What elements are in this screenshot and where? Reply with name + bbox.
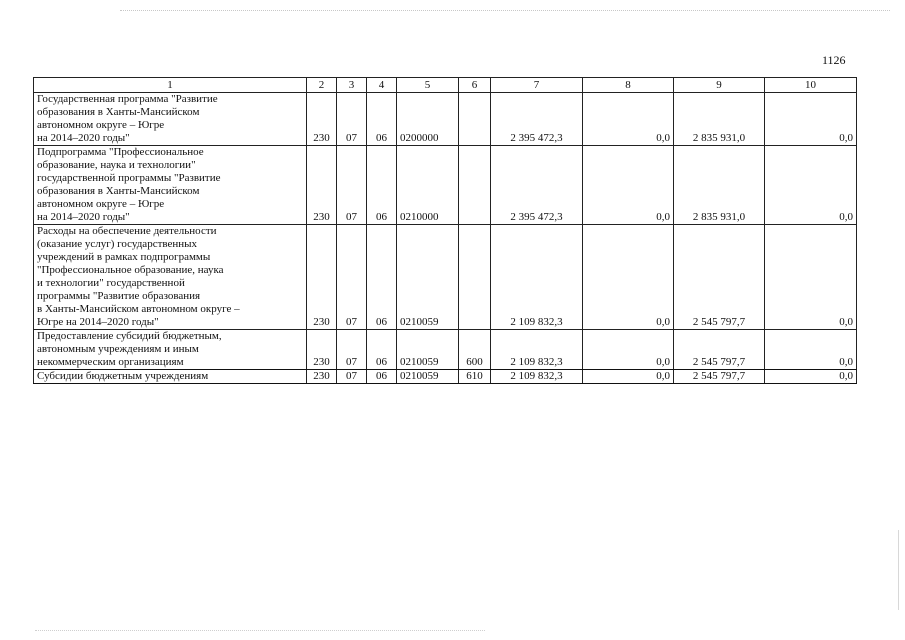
amount-cell: 2 835 931,0 [674, 93, 765, 146]
col-header: 6 [459, 78, 491, 93]
table-row [34, 330, 857, 370]
col-header: 3 [337, 78, 367, 93]
code-cell: 0210000 [397, 146, 459, 225]
col-header: 8 [583, 78, 674, 93]
code-cell: 07 [337, 146, 367, 225]
amount-cell: 2 395 472,3 [491, 146, 583, 225]
table-row [34, 225, 857, 330]
code-cell: 06 [367, 225, 397, 330]
amount-cell: 0,0 [583, 330, 674, 370]
page-number: 1126 [822, 53, 846, 67]
amount-cell: 0,0 [765, 146, 857, 225]
amount-cell: 2 109 832,3 [491, 330, 583, 370]
code-cell: 230 [307, 93, 337, 146]
col-header: 9 [674, 78, 765, 93]
amount-cell: 2 109 832,3 [491, 225, 583, 330]
code-cell: 230 [307, 370, 337, 384]
code-cell: 0210059 [397, 330, 459, 370]
code-cell: 06 [367, 93, 397, 146]
code-cell: 600 [459, 330, 491, 370]
amount-cell: 2 545 797,7 [674, 225, 765, 330]
row-name-cell: Государственная программа "Развитие образования в Ханты-Мансийском автономном округе – Югре на 2014–2020 годы" [34, 93, 307, 146]
code-cell: 230 [307, 146, 337, 225]
amount-cell: 2 109 832,3 [491, 370, 583, 384]
col-header: 7 [491, 78, 583, 93]
amount-cell: 0,0 [583, 225, 674, 330]
code-cell: 07 [337, 370, 367, 384]
row-name-cell: Предоставление субсидий бюджетным, автономным учреждениям и иным некоммерческим организациям [34, 330, 307, 370]
table-row [34, 93, 857, 146]
amount-cell: 0,0 [583, 93, 674, 146]
code-cell: 06 [367, 146, 397, 225]
col-header: 10 [765, 78, 857, 93]
code-cell: 230 [307, 330, 337, 370]
amount-cell: 0,0 [765, 330, 857, 370]
col-header: 2 [307, 78, 337, 93]
col-header: 1 [34, 78, 307, 93]
code-cell: 0200000 [397, 93, 459, 146]
code-cell: 07 [337, 330, 367, 370]
code-cell [459, 146, 491, 225]
col-header: 5 [397, 78, 459, 93]
code-cell: 06 [367, 330, 397, 370]
row-name-cell: Подпрограмма "Профессиональное образование, наука и технологии" государственной программы "Развитие образования в Ханты-Мансийском автономном округе – Югре на 2014–2020 годы" [34, 146, 307, 225]
amount-cell: 2 395 472,3 [491, 93, 583, 146]
code-cell: 06 [367, 370, 397, 384]
amount-cell: 2 545 797,7 [674, 330, 765, 370]
col-header: 4 [367, 78, 397, 93]
amount-cell: 0,0 [765, 370, 857, 384]
code-cell: 07 [337, 225, 367, 330]
code-cell: 07 [337, 93, 367, 146]
amount-cell: 0,0 [583, 370, 674, 384]
amount-cell: 2 545 797,7 [674, 370, 765, 384]
scan-artifact-edge [898, 530, 899, 610]
amount-cell: 2 835 931,0 [674, 146, 765, 225]
code-cell: 610 [459, 370, 491, 384]
code-cell: 0210059 [397, 370, 459, 384]
code-cell: 0210059 [397, 225, 459, 330]
code-cell [459, 93, 491, 146]
row-name-cell: Субсидии бюджетным учреждениям [34, 370, 307, 384]
amount-cell: 0,0 [765, 225, 857, 330]
amount-cell: 0,0 [765, 93, 857, 146]
scan-artifact-bottom [35, 630, 485, 631]
table-row [34, 146, 857, 225]
scan-artifact-top [120, 10, 890, 11]
row-name-cell: Расходы на обеспечение деятельности (оказание услуг) государственных учреждений в рамках подпрограммы "Профессиональное образование, наука и технологии" государственной программы "Развитие образования в Ханты-Мансийском автономном округе – Югре на 2014–2020 годы" [34, 225, 307, 330]
code-cell [459, 225, 491, 330]
code-cell: 230 [307, 225, 337, 330]
budget-table [33, 77, 857, 384]
header-row [34, 78, 857, 93]
amount-cell: 0,0 [583, 146, 674, 225]
table-row [34, 370, 857, 384]
